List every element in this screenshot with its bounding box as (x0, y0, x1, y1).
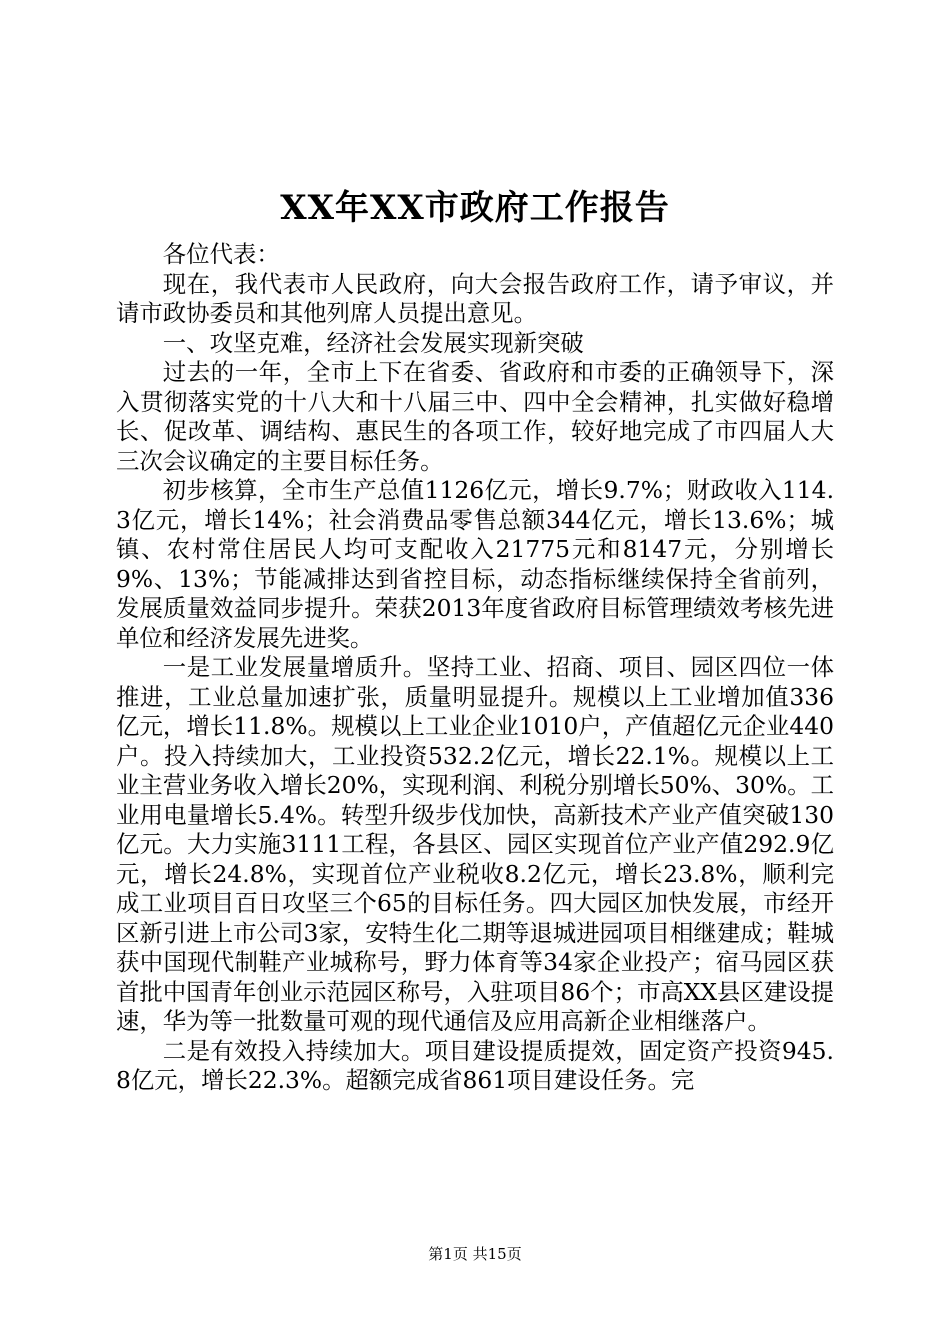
page-number-footer: 第1页 共15页 (428, 1245, 522, 1263)
paragraph-intro: 现在，我代表市人民政府，向大会报告政府工作，请予审议，并请市政协委员和其他列席人员提出意见。 (116, 269, 834, 327)
paragraph-salutation: 各位代表： (162, 240, 280, 268)
paragraph-review: 过去的一年，全市上下在省委、省政府和市委的正确领导下，深入贯彻落实党的十八大和十八届三中、四中全会精神，扎实做好稳增长、促改革、调结构、惠民生的各项工作，较好地完成了市四届人大三次会议确定的主要目标任务。 (116, 358, 834, 475)
document-body (116, 240, 834, 1096)
document-title: XX年XX市政府工作报告 (280, 188, 670, 228)
paragraph-statistics: 初步核算，全市生产总值1126亿元，增长9.7%；财政收入114.3亿元，增长14%；社会消费品零售总额344亿元，增长13.6%；城镇、农村常住居民人均可支配收入21775元和8147元，分别增长9%、13%；节能减排达到省控目标，动态指标继续保持全省前列，发展质量效益同步提升。荣获2013年度省政府目标管理绩效考核先进单位和经济发展先进奖。 (116, 476, 834, 652)
paragraph-investment: 二是有效投入持续加大。项目建设提质提效，固定资产投资945.8亿元，增长22.3%。超额完成省861项目建设任务。完 (116, 1036, 834, 1094)
paragraph-industry: 一是工业发展量增质升。坚持工业、招商、项目、园区四位一体推进，工业总量加速扩张，质量明显提升。规模以上工业增加值336亿元，增长11.8%。规模以上工业企业1010户，产值超亿元企业440户。投入持续加大，工业投资532.2亿元，增长22.1%。规模以上工业主营业务收入增长20%，实现利润、利税分别增长50%、30%。工业用电量增长5.4%。转型升级步伐加快，高新技术产业产值突破130亿元。大力实施3111工程，各县区、园区实现首位产业产值292.9亿元，增长24.8%，实现首位产业税收8.2亿元，增长23.8%，顺利完成工业项目百日攻坚三个65的目标任务。四大园区加快发展，市经开区新引进上市公司3家，安特生化二期等退城进园项目相继建成；鞋城获中国现代制鞋产业城称号，野力体育等34家企业投产；宿马园区获首批中国青年创业示范园区称号，入驻项目86个；市高XX县区建设提速，华为等一批数量可观的现代通信及应用高新企业相继落户。 (116, 653, 835, 1035)
section-heading-1: 一、攻坚克难，经济社会发展实现新突破 (162, 328, 584, 357)
